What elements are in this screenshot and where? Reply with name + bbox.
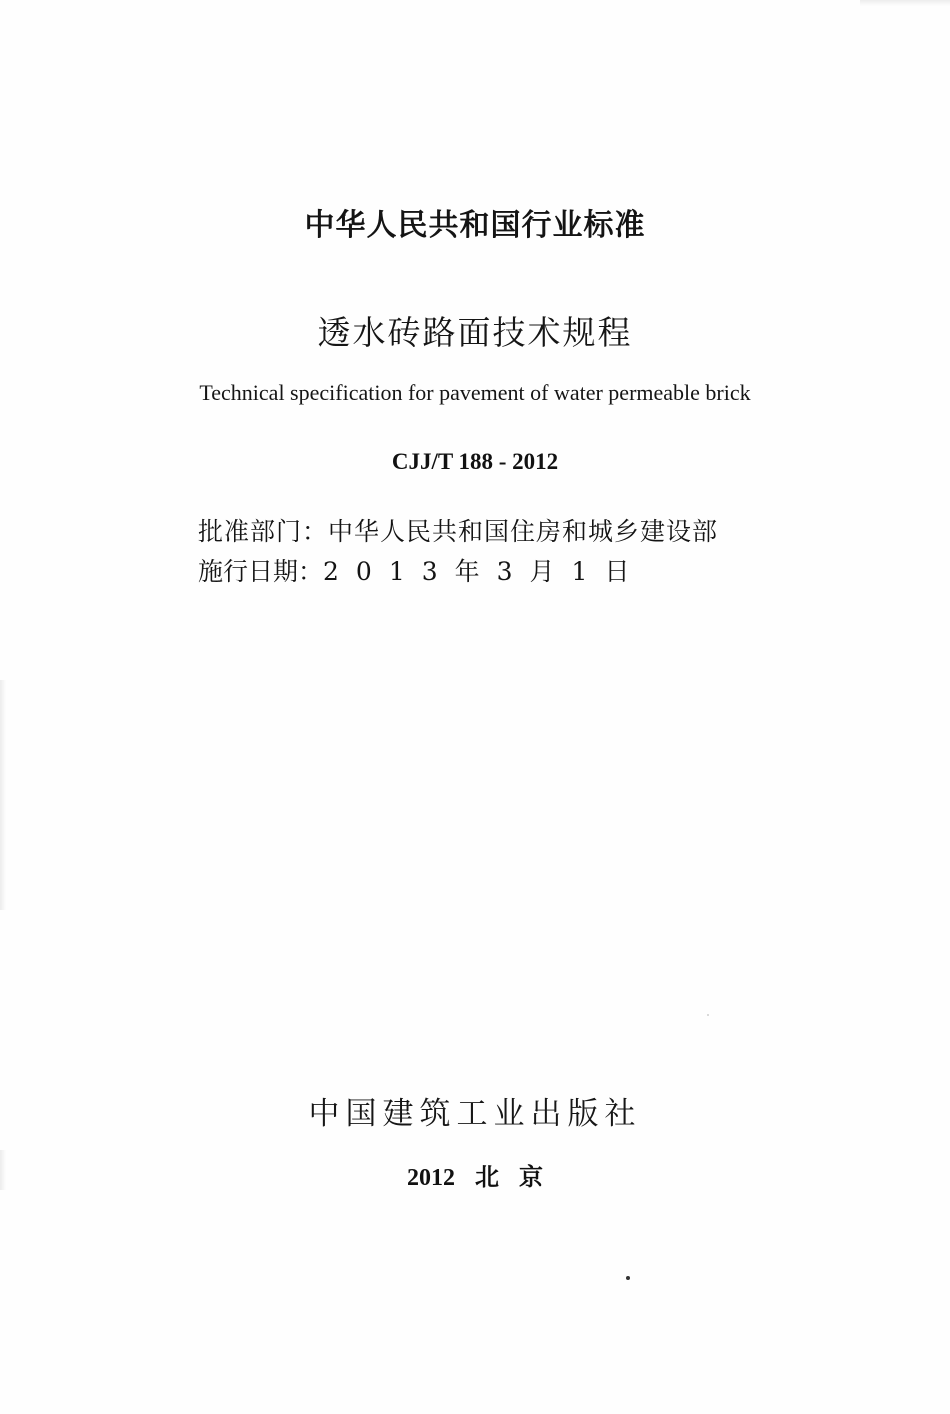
effective-date-label: 施行日期： [198, 557, 324, 586]
scan-edge-shadow [860, 0, 950, 6]
effective-date-line [198, 552, 646, 588]
publication-imprint: 2012 北 京 [407, 1165, 543, 1191]
approval-department-line [198, 512, 718, 548]
scan-speck [626, 1276, 630, 1280]
standard-category: 中华人民共和国行业标准 [304, 208, 646, 243]
standard-code: CJJ/T 188 - 2012 [391, 449, 559, 474]
effective-date-value: 2013年3月1日 [323, 557, 647, 586]
scan-edge-shadow [0, 680, 6, 910]
scan-speck [707, 1014, 709, 1016]
approval-value: 中华人民共和国住房和城乡建设部 [328, 517, 719, 546]
publisher-name: 中国建筑工业出版社 [308, 1096, 642, 1132]
approval-label: 批准部门： [198, 517, 329, 546]
document-title-english: Technical specification for pavement of water permeable brick [199, 380, 751, 405]
document-title-chinese: 透水砖路面技术规程 [317, 313, 633, 352]
